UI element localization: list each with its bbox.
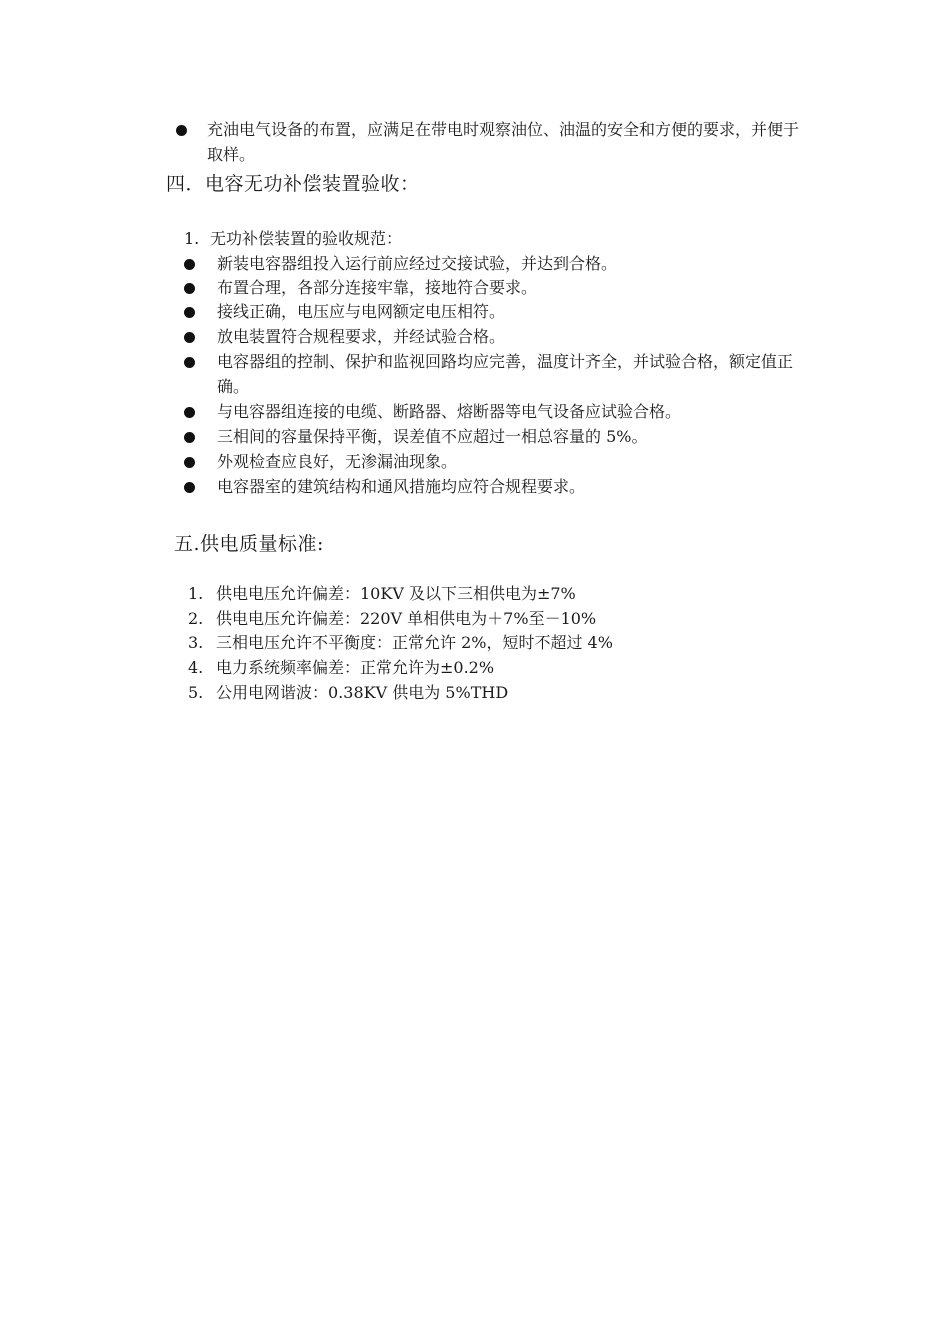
- section5-list-item: [188, 656, 494, 681]
- item-text: 公用电网谐波：0.38KV 供电为 5%THD: [216, 683, 509, 702]
- item-number: 5.: [188, 683, 204, 702]
- section4-bullet-item: [184, 450, 804, 475]
- item-number: 3.: [188, 633, 204, 652]
- bullet-text: 三相间的容量保持平衡，误差值不应超过一相总容量的 5%。: [217, 427, 648, 446]
- bullet-text: 电容器室的建筑结构和通风措施均应符合规程要求。: [217, 477, 586, 496]
- section5-heading: 五.供电质量标准:: [174, 533, 324, 555]
- bullet-dot-icon: [184, 283, 195, 294]
- item-text: 供电电压允许偏差：10KV 及以下三相供电为±7%: [216, 584, 576, 603]
- section4-bullet-item: [184, 252, 804, 277]
- bullet-text: 与电容器组连接的电缆、断路器、熔断器等电气设备应试验合格。: [217, 402, 682, 421]
- bullet-dot-icon: [184, 407, 195, 418]
- bullet-dot-icon: [184, 259, 195, 270]
- intro-bullet-item: [176, 118, 806, 167]
- section4-bullet-item: [184, 350, 804, 399]
- section4-bullet-item: [184, 425, 804, 450]
- section4-bullet-item: [184, 325, 804, 350]
- bullet-text: 外观检查应良好，无渗漏油现象。: [217, 452, 458, 471]
- section5-list-item: [188, 582, 576, 607]
- subheading-number: 1.: [184, 229, 200, 248]
- section4-bullet-item: [184, 300, 804, 325]
- subheading-text: 无功补偿装置的验收规范：: [210, 229, 403, 248]
- bullet-dot-icon: [184, 332, 195, 343]
- item-text: 三相电压允许不平衡度：正常允许 2%，短时不超过 4%: [216, 633, 613, 652]
- item-text: 供电电压允许偏差：220V 单相供电为＋7%至－10%: [216, 609, 597, 628]
- bullet-dot-icon: [184, 457, 195, 468]
- item-number: 1.: [188, 584, 204, 603]
- bullet-text: 新装电容器组投入运行前应经过交接试验，并达到合格。: [217, 254, 618, 273]
- item-number: 4.: [188, 658, 204, 677]
- section5-list-item: [188, 681, 508, 706]
- bullet-text: 布置合理，各部分连接牢靠，接地符合要求。: [217, 278, 538, 297]
- bullet-dot-icon: [176, 125, 187, 136]
- section5-list-item: [188, 631, 613, 656]
- section5-list-item: [188, 607, 596, 632]
- section4-bullet-item: [184, 475, 804, 500]
- section4-subheading: [184, 227, 402, 252]
- section4-bullet-item: [184, 400, 804, 425]
- bullet-text: 电容器组的控制、保护和监视回路均应完善，温度计齐全，并试验合格，额定值正确。: [217, 352, 794, 396]
- section4-bullet-item: [184, 276, 804, 301]
- bullet-dot-icon: [184, 432, 195, 443]
- bullet-text: 接线正确，电压应与电网额定电压相符。: [217, 302, 506, 321]
- bullet-dot-icon: [184, 482, 195, 493]
- item-number: 2.: [188, 609, 204, 628]
- item-text: 电力系统频率偏差：正常允许为±0.2%: [216, 658, 495, 677]
- bullet-text: 放电装置符合规程要求，并经试验合格。: [217, 327, 506, 346]
- bullet-dot-icon: [184, 307, 195, 318]
- bullet-dot-icon: [184, 357, 195, 368]
- section4-heading: 四．电容无功补偿装置验收：: [166, 173, 420, 195]
- intro-bullet-text: 充油电气设备的布置，应满足在带电时观察油位、油温的安全和方便的要求，并便于取样。: [207, 120, 800, 164]
